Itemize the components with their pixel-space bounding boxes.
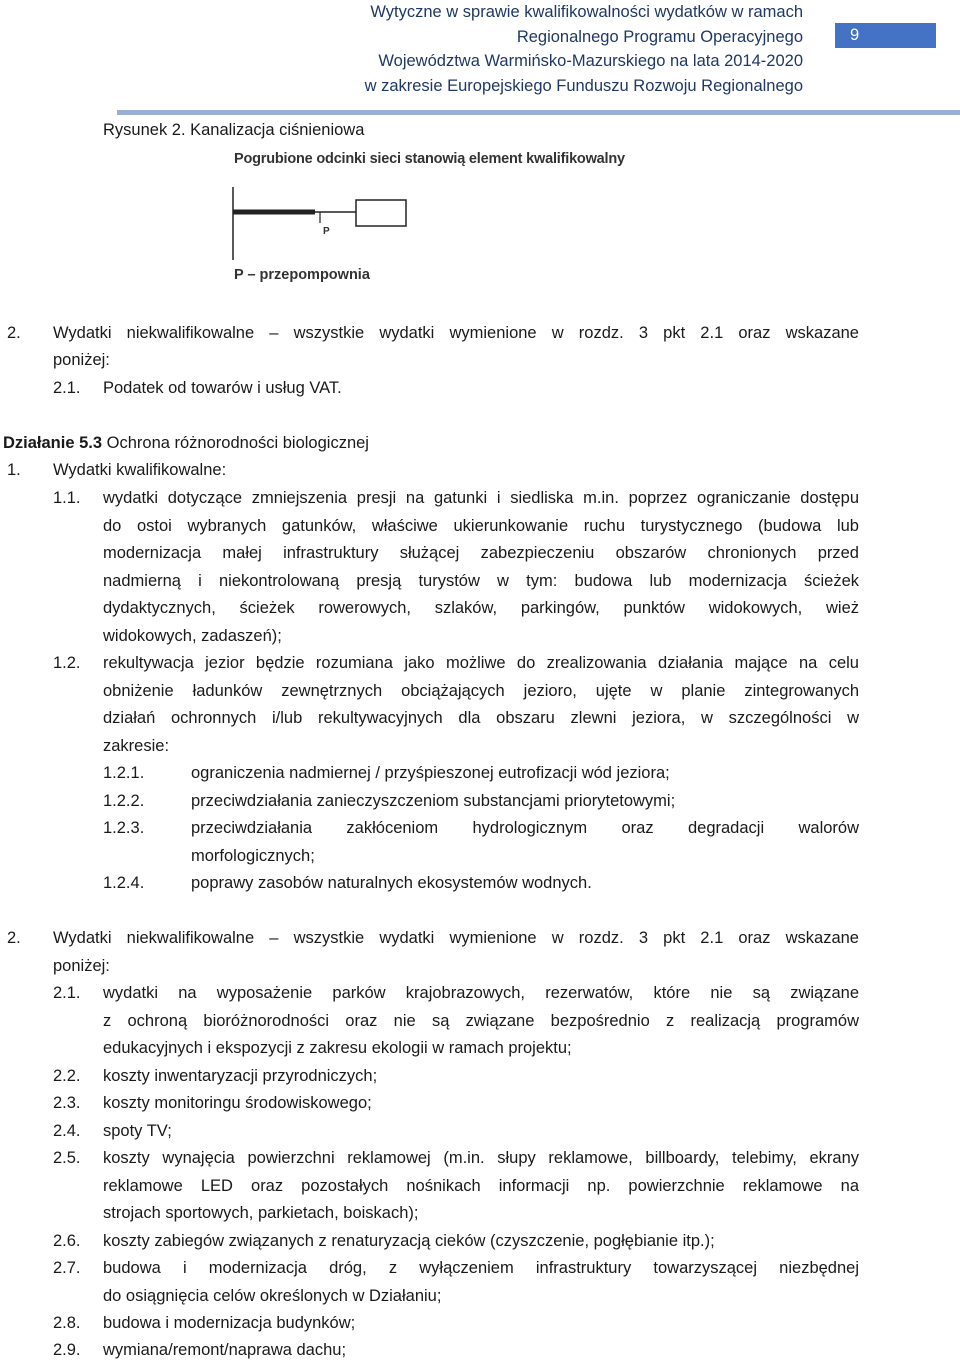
list-number: 2.9.	[53, 1341, 81, 1359]
paragraph-line: widokowych, zadaszeń);	[103, 627, 282, 645]
list-number: 1.2.3.	[103, 819, 145, 837]
paragraph-line: dydaktycznych, ścieżek rowerowych, szlaków, parkingów, punktów widokowych, wież	[103, 599, 859, 617]
list-item-text: koszty inwentaryzacji przyrodniczych;	[103, 1067, 378, 1085]
header-divider	[117, 110, 960, 115]
list-number: 2.	[7, 324, 21, 342]
pump-mark-label: P	[323, 226, 330, 237]
list-number: 1.	[7, 461, 21, 479]
paragraph-line: wydatki na wyposażenie parków krajobrazowych, rezerwatów, które nie są związane	[103, 984, 859, 1002]
paragraph-line: wydatki dotyczące zmniejszenia presji na gatunki i siedliska m.in. poprzez ograniczanie dostępu	[103, 489, 859, 507]
list-number: 1.2.4.	[103, 874, 145, 892]
paragraph-line: nadmierną i niekontrolowaną presją turystów w tym: budowa lub modernizacja ścieżek	[103, 572, 859, 590]
paragraph-line: poniżej:	[53, 351, 110, 369]
paragraph-line: z ochroną bioróżnorodności oraz nie są związane bezpośrednio z realizacją programów	[103, 1012, 859, 1030]
paragraph-line: obniżenie ładunków zewnętrznych obciążających jezioro, ujęte w planie zintegrowanych	[103, 682, 859, 700]
header-line: w zakresie Europejskiego Funduszu Rozwoju Regionalnego	[364, 76, 803, 95]
list-number: 2.1.	[53, 984, 81, 1002]
section-heading	[3, 433, 369, 453]
paragraph-line: modernizacja małej infrastruktury służącej zabezpieczeniu obszarów chronionych przed	[103, 544, 859, 562]
page-number: 9	[835, 23, 936, 48]
paragraph-line: rekultywacja jezior będzie rozumiana jako możliwe do zrealizowania działania mające na celu	[103, 654, 859, 672]
list-item-text: budowa i modernizacja budynków;	[103, 1314, 356, 1332]
paragraph-line: morfologicznych;	[191, 847, 315, 865]
list-number: 2.7.	[53, 1259, 81, 1277]
list-number: 1.2.1.	[103, 764, 145, 782]
list-item-text: ograniczenia nadmiernej / przyśpieszonej eutrofizacji wód jeziora;	[191, 764, 670, 782]
list-number: 2.3.	[53, 1094, 81, 1112]
list-item-text: przeciwdziałania zanieczyszczeniom substancjami priorytetowymi;	[191, 792, 676, 810]
paragraph-line: zakresie:	[103, 737, 170, 755]
section-heading-bold: Działanie 5.3	[3, 434, 103, 452]
list-item-text: Wydatki kwalifikowalne:	[53, 461, 227, 479]
document-header	[303, 0, 803, 98]
list-item-text: koszty zabiegów związanych z renaturyzacją cieków (czyszczenie, pogłębianie itp.);	[103, 1232, 715, 1250]
figure-title: Pogrubione odcinki sieci stanowią element kwalifikowalny	[234, 151, 625, 167]
paragraph-line: do ostoi wybranych gatunków, właściwe ukierunkowanie ruchu turystycznego (budowa lub	[103, 517, 859, 535]
list-item-text: spoty TV;	[103, 1122, 172, 1140]
paragraph-line: koszty wynajęcia powierzchni reklamowej (m.in. słupy reklamowe, billboardy, telebimy, ekrany	[103, 1149, 859, 1167]
list-item-text: koszty monitoringu środowiskowego;	[103, 1094, 372, 1112]
list-number: 2.1.	[53, 379, 81, 397]
paragraph-line: do osiągnięcia celów określonych w Działaniu;	[103, 1287, 442, 1305]
list-number: 2.8.	[53, 1314, 81, 1332]
pressure-sewer-figure	[228, 145, 640, 290]
list-number: 2.4.	[53, 1122, 81, 1140]
list-number: 1.1.	[53, 489, 81, 507]
list-number: 2.6.	[53, 1232, 81, 1250]
list-number: 1.2.	[53, 654, 81, 672]
paragraph-line: reklamowe LED oraz pozostałych nośnikach informacji np. powierzchnie reklamowe na	[103, 1177, 859, 1195]
list-item-text: poprawy zasobów naturalnych ekosystemów wodnych.	[191, 874, 592, 892]
building-box	[356, 200, 406, 226]
header-line: Wytyczne w sprawie kwalifikowalności wydatków w ramach	[370, 3, 803, 21]
paragraph-line: edukacyjnych i ekspozycji z zakresu ekologii w ramach projektu;	[103, 1039, 572, 1057]
section-heading-rest: Ochrona różnorodności biologicznej	[102, 434, 369, 452]
paragraph-line: przeciwdziałania zakłóceniom hydrologicznym oraz degradacji walorów	[191, 819, 859, 837]
paragraph-line: poniżej:	[53, 957, 110, 975]
list-item-text: Podatek od towarów i usług VAT.	[103, 379, 342, 397]
list-number: 2.	[7, 929, 21, 947]
list-item-text: wymiana/remont/naprawa dachu;	[103, 1341, 347, 1359]
paragraph-line: działań ochronnych i/lub rekultywacyjnych dla obszaru zlewni jeziora, w szczególności w	[103, 709, 859, 727]
list-number: 2.5.	[53, 1149, 81, 1167]
paragraph-line: strojach sportowych, parkietach, boiskach);	[103, 1204, 419, 1222]
list-number: 2.2.	[53, 1067, 81, 1085]
header-line: Województwa Warmińsko-Mazurskiego na lata 2014-2020	[378, 52, 803, 70]
list-number: 1.2.2.	[103, 792, 145, 810]
header-line: Regionalnego Programu Operacyjnego	[516, 27, 803, 46]
figure-legend: P – przepompownia	[234, 267, 370, 283]
paragraph-line: Wydatki niekwalifikowalne – wszystkie wydatki wymienione w rozdz. 3 pkt 2.1 oraz wskazane	[53, 324, 859, 342]
paragraph-line: budowa i modernizacja dróg, z wyłączeniem infrastruktury towarzyszącej niezbędnej	[103, 1259, 859, 1277]
figure-caption: Rysunek 2. Kanalizacja ciśnieniowa	[103, 121, 365, 139]
paragraph-line: Wydatki niekwalifikowalne – wszystkie wydatki wymienione w rozdz. 3 pkt 2.1 oraz wskazane	[53, 929, 859, 947]
